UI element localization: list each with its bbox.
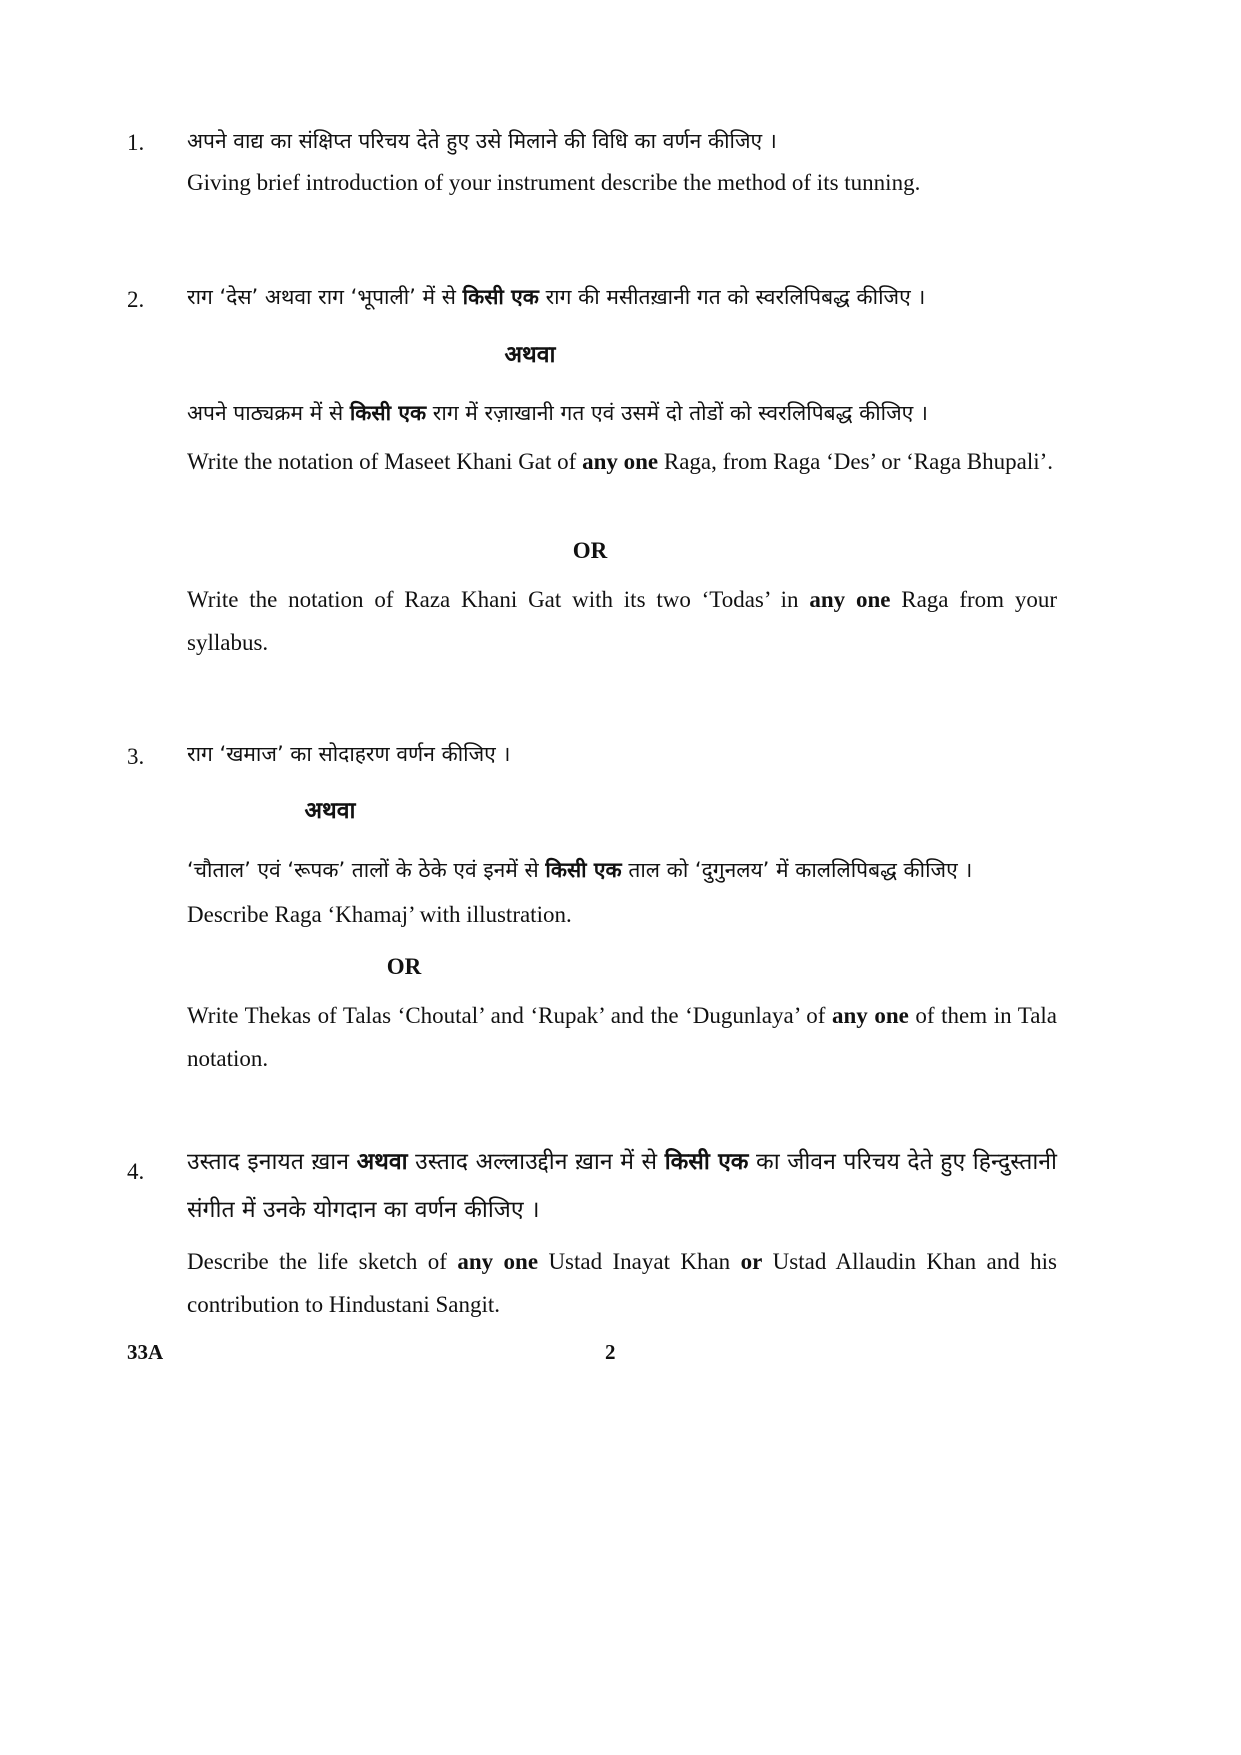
question-2-hindi-b [187,398,1057,428]
question-3-english-or: OR [386,954,422,979]
question-2-number: 2. [127,287,145,312]
question-3-hindi-or: अथवा [304,798,356,824]
q4-hindi-post: का जीवन परिचय देते हुए हिन्दुस्तानी संगीत में उनके योगदान का वर्णन कीजिए । [187,1149,1058,1223]
q2-hindi-b-pre: अपने पाठ्यक्रम में से [187,401,350,425]
question-1-hindi: अपने वाद्य का संक्षिप्त परिचय देते हुए उसे मिलाने की विधि का वर्णन कीजिए । [187,129,777,153]
q3-english-b-post: of them in Tala notation. [187,1003,1058,1071]
question-2-english-a [187,440,1057,483]
page-number: 2 [605,1340,616,1364]
q4-hindi-bold2: किसी एक [664,1149,749,1175]
q2-english-a-bold: any one [582,449,659,474]
question-3-english-a: Describe Raga ‘Khamaj’ with illustration. [187,902,572,927]
q3-english-b-pre: Write Thekas of Talas ‘Choutal’ and ‘Rupak’ and the ‘Dugunlaya’ of [187,1003,832,1028]
paper-code: 33A [127,1340,164,1364]
q2-hindi-b-bold: किसी एक [349,401,427,425]
q4-hindi-mid: उस्ताद अल्लाउद्दीन ख़ान में से [407,1149,665,1175]
q2-english-a-post: Raga, from Raga ‘Des’ or ‘Raga Bhupali’. [658,449,1054,474]
question-3-hindi-b [187,855,1057,885]
question-3-number: 3. [127,744,145,769]
q2-english-b-post: Raga from your syllabus. [187,587,1057,655]
question-2-hindi-or: अथवा [504,342,556,368]
question-4-hindi [187,1138,1057,1234]
question-2-hindi-a [187,282,1057,312]
q2-hindi-a-bold: किसी एक [462,285,539,309]
q4-hindi-bold1: अथवा [356,1149,408,1175]
q2-hindi-b-post: राग में रज़ाखानी गत एवं उसमें दो तोडों को स्वरलिपिबद्ध कीजिए । [426,401,928,425]
q2-english-a-pre: Write the notation of Maseet Khani Gat of [187,449,583,474]
question-2-english-or: OR [572,538,608,563]
q3-hindi-b-bold: किसी एक [545,858,622,882]
q2-english-b-pre: Write the notation of Raza Khani Gat with its two ‘Todas’ in [187,587,810,612]
q3-hindi-b-post: ताल को ‘दुगुनलय’ में काललिपिबद्ध कीजिए । [621,858,973,882]
q3-hindi-b-pre: ‘चौताल’ एवं ‘रूपक’ तालों के ठेके एवं इनमें से [187,858,546,882]
question-3-english-b [187,994,1057,1080]
q4-english-post: Ustad Allaudin Khan and his contribution to Hindustani Sangit. [187,1249,1057,1317]
question-4-english [187,1240,1057,1326]
q4-english-pre: Describe the life sketch of [187,1249,458,1274]
q2-hindi-a-pre: राग ‘देस’ अथवा राग ‘भूपाली’ में से [187,285,463,309]
q4-english-mid: Ustad Inayat Khan [538,1249,741,1274]
q4-english-bold2: or [740,1249,763,1274]
question-1-english: Giving brief introduction of your instrument describe the method of its tunning. [187,170,921,195]
q2-english-b-bold: any one [809,587,891,612]
question-3-hindi-a: राग ‘खमाज’ का सोदाहरण वर्णन कीजिए । [187,742,511,766]
question-1-number: 1. [127,130,145,155]
q3-english-b-bold: any one [831,1003,909,1028]
q2-hindi-a-post: राग की मसीतख़ानी गत को स्वरलिपिबद्ध कीजिए । [538,285,926,309]
question-4-number: 4. [127,1159,145,1184]
q4-hindi-pre: उस्ताद इनायत ख़ान [187,1149,357,1175]
q4-english-bold1: any one [457,1249,539,1274]
question-2-english-b [187,578,1057,664]
